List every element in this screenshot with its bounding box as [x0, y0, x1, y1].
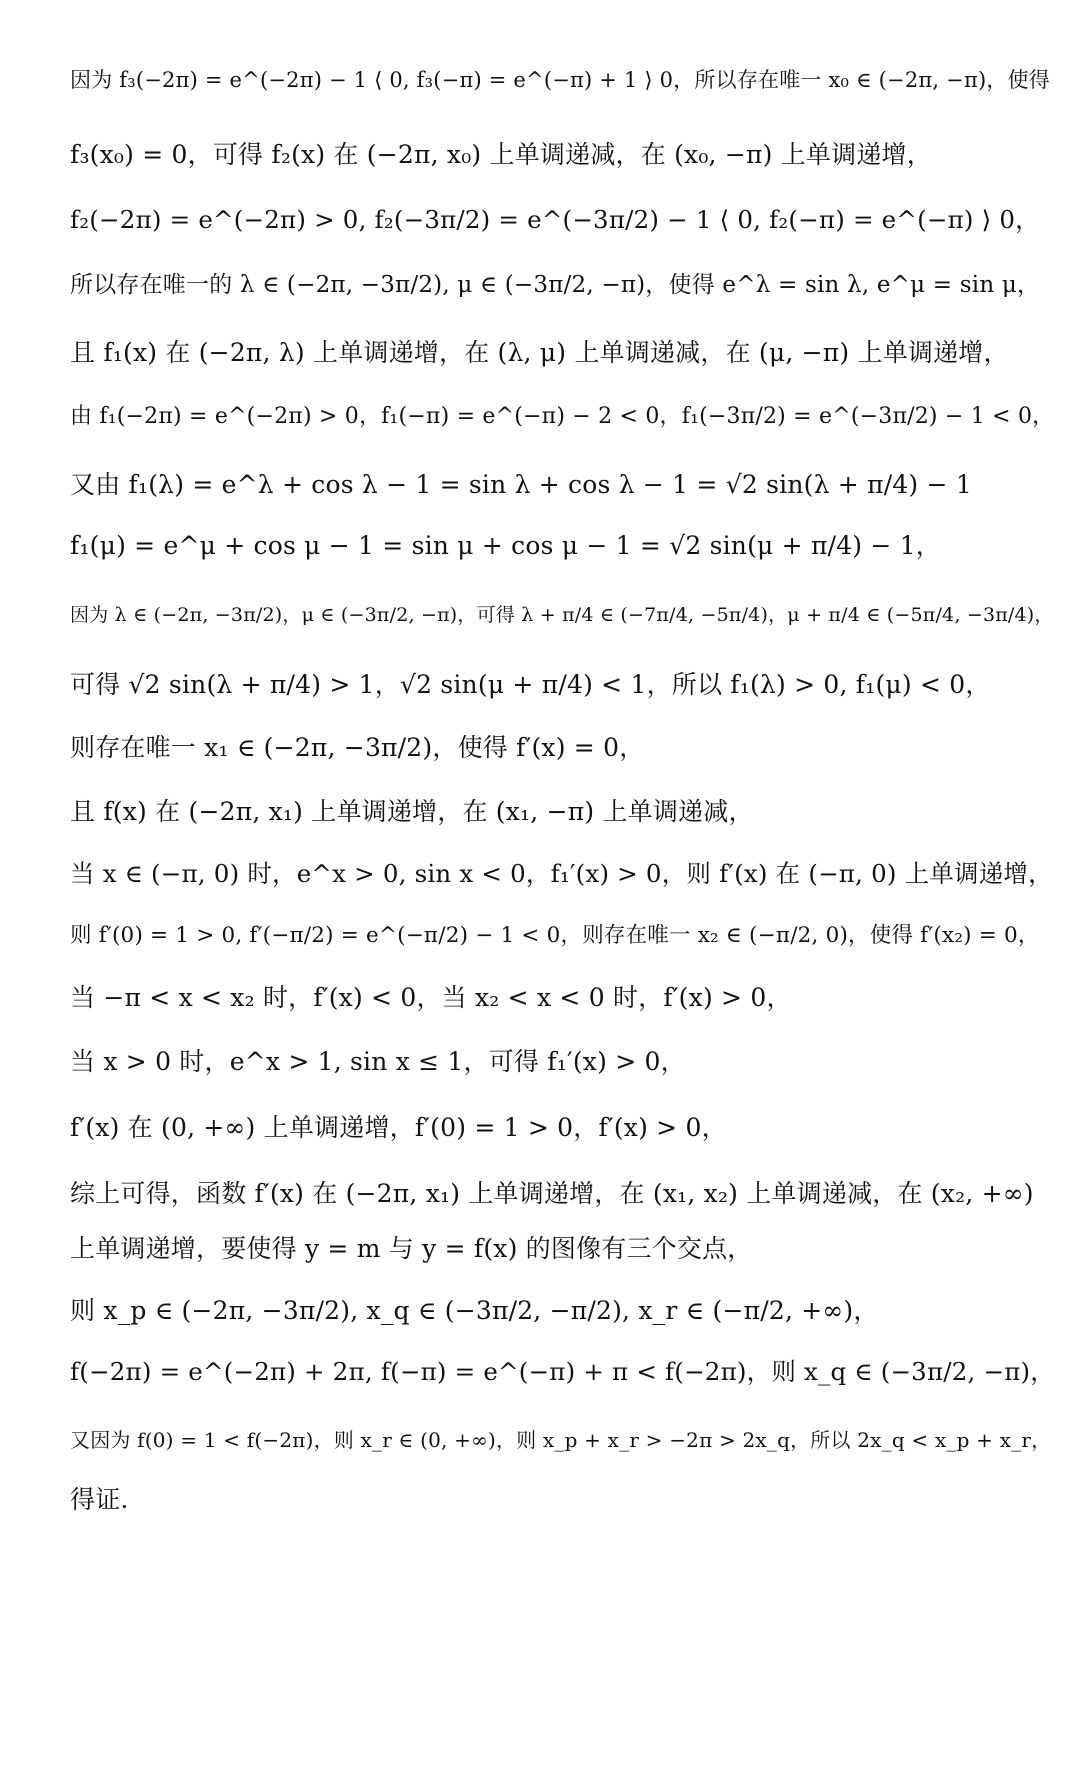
text-line: 又因为 f(0) = 1 < f(−2π)，则 x_r ∈ (0, +∞)，则 x_p + x_r > −2π > 2x_q，所以 2x_q < x_p + x_r，	[70, 1428, 1052, 1452]
text-line: 当 x ∈ (−π, 0) 时，e^x > 0, sin x < 0，f₁′(x) > 0，则 f′(x) 在 (−π, 0) 上单调递增，	[70, 859, 1053, 888]
text-line: 则 f′(0) = 1 > 0, f′(−π/2) = e^(−π/2) − 1 < 0，则存在唯一 x₂ ∈ (−π/2, 0)，使得 f′(x₂) = 0，	[70, 923, 1040, 948]
text-line: 因为 f₃(−2π) = e^(−2π) − 1 ⟨ 0, f₃(−π) = e^(−π) + 1 ⟩ 0，所以存在唯一 x₀ ∈ (−2π, −π)，使得	[70, 68, 1050, 92]
text-line: f₁(μ) = e^μ + cos μ − 1 = sin μ + cos μ − 1 = √2 sin(μ + π/4) − 1，	[70, 531, 942, 560]
text-line: f(−2π) = e^(−2π) + 2π, f(−π) = e^(−π) + π < f(−2π)，则 x_q ∈ (−3π/2, −π)，	[70, 1357, 1055, 1386]
text-line: 得证.	[70, 1485, 129, 1514]
text-line: 上单调递增，要使得 y = m 与 y = f(x) 的图像有三个交点，	[70, 1234, 753, 1263]
text-line: 且 f₁(x) 在 (−2π, λ) 上单调递增，在 (λ, μ) 上单调递减，在 (μ, −π) 上单调递增，	[70, 338, 1009, 367]
text-line: 当 x > 0 时，e^x > 1, sin x ≤ 1，可得 f₁′(x) > 0，	[70, 1047, 686, 1076]
text-line: 所以存在唯一的 λ ∈ (−2π, −3π/2), μ ∈ (−3π/2, −π)，使得 e^λ = sin λ, e^μ = sin μ，	[70, 272, 1041, 298]
text-line: 当 −π < x < x₂ 时，f′(x) < 0，当 x₂ < x < 0 时，f′(x) > 0，	[70, 983, 792, 1012]
text-line: 且 f(x) 在 (−2π, x₁) 上单调递增，在 (x₁, −π) 上单调递减，	[70, 797, 754, 826]
text-line: 则存在唯一 x₁ ∈ (−2π, −3π/2)，使得 f′(x) = 0，	[70, 733, 645, 762]
text-line: 可得 √2 sin(λ + π/4) > 1，√2 sin(μ + π/4) < 1，所以 f₁(λ) > 0, f₁(μ) < 0，	[70, 670, 991, 699]
text-line: f₃(x₀) = 0，可得 f₂(x) 在 (−2π, x₀) 上单调递减，在 (x₀, −π) 上单调递增，	[70, 140, 932, 169]
text-line: f′(x) 在 (0, +∞) 上单调递增，f′(0) = 1 > 0，f′(x) > 0，	[70, 1113, 727, 1142]
text-line: 由 f₁(−2π) = e^(−2π) > 0，f₁(−π) = e^(−π) − 2 < 0，f₁(−3π/2) = e^(−3π/2) − 1 < 0，	[70, 404, 1055, 429]
text-line: 因为 λ ∈ (−2π, −3π/2)，μ ∈ (−3π/2, −π)，可得 λ + π/4 ∈ (−7π/4, −5π/4)，μ + π/4 ∈ (−5π/4, −3π/4)，	[70, 604, 1054, 626]
text-line: f₂(−2π) = e^(−2π) > 0, f₂(−3π/2) = e^(−3π/2) − 1 ⟨ 0, f₂(−π) = e^(−π) ⟩ 0，	[70, 205, 1040, 234]
text-line: 则 x_p ∈ (−2π, −3π/2), x_q ∈ (−3π/2, −π/2), x_r ∈ (−π/2, +∞)，	[70, 1296, 879, 1325]
text-line: 综上可得，函数 f′(x) 在 (−2π, x₁) 上单调递增，在 (x₁, x₂) 上单调递减，在 (x₂, +∞)	[70, 1179, 1034, 1208]
text-line: 又由 f₁(λ) = e^λ + cos λ − 1 = sin λ + cos λ − 1 = √2 sin(λ + π/4) − 1	[70, 470, 972, 499]
